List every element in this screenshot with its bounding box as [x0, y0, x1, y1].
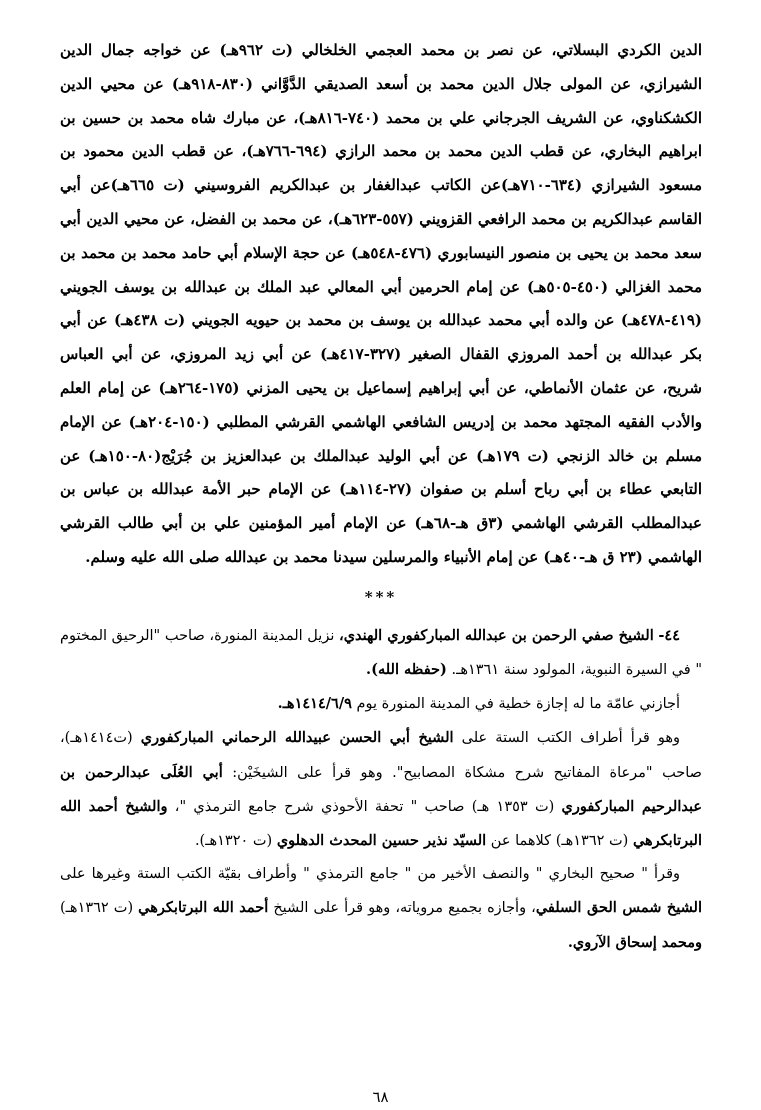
teacher-ahmadullah-2: أحمد الله البرتابكرهي: [138, 899, 269, 917]
sheikh-blessing: (حفظه الله).: [366, 660, 447, 678]
teachers-text-e: (ت ١٣٢٠هـ).: [194, 832, 277, 849]
ijaza-text: أجازني عامّة ما له إجازة خطية في المدينة المنورة يوم: [351, 696, 680, 713]
ijaza-date: ١٤١٤/٦/٩هـ.: [277, 695, 352, 713]
readings-text-c: (ت ١٣٦٢هـ): [60, 900, 139, 917]
teachers-text-c: (ت ١٣٥٣ هـ) صاحب " تحفة الأحوذي شرح جامع الترمذي "،: [167, 798, 562, 815]
readings-text-b: ، وأجازه بجميع مروياته، وهو قرأ على الشيخ: [268, 900, 536, 917]
section-separator: ***: [364, 587, 398, 606]
page-number: ٦٨: [372, 1088, 389, 1106]
sheikh-name: الشيخ صفي الرحمن بن عبدالله المباركفوري الهندي،: [339, 626, 654, 644]
teacher-abdurrahman: أبي العُلَى عبدالرحمن بن عبدالرحيم المباركفوري: [60, 763, 703, 815]
page-body: [60, 34, 702, 960]
isnad-chain-paragraph: الدين الكردي البسلاتي، عن نصر بن محمد العجمي الخلخالي (ت ٩٦٢هـ) عن خواجه جمال الدين الشيرازي، عن المولى جلال الدين محمد بن أسعد الصديقي الدَّوَّاني (٨٣٠-٩١٨هـ) عن محيي الدين الكشكناوي، عن الشريف الجرجاني علي بن محمد (٧٤٠-٨١٦هـ)، عن مبارك شاه محمد بن حسين بن ابراهيم البخاري، عن قطب الدين محمد بن محمد الرازي (٦٩٤-٧٦٦هـ)، عن قطب الدين محمود بن مسعود الشيرازي (٦٣٤-٧١٠هـ)عن الكاتب عبدالغفار بن عبدالكريم الفروسيني (ت ٦٦٥هـ)عن أبي القاسم عبدالكريم بن محمد الرافعي القزويني (٥٥٧-٦٢٣هـ)، عن محمد بن الفضل، عن محيي الدين أبي سعد محمد بن يحيى بن منصور النيسابوري (٤٧٦-٥٤٨هـ) عن حجة الإسلام أبي حامد محمد بن محمد بن محمد الغزالي (٤٥٠-٥٠٥هـ) عن إمام الحرمين أبي المعالي عبد الملك بن عبدالله بن يوسف الجويني (٤١٩-٤٧٨هـ) عن والده أبي محمد عبدالله بن يوسف بن محمد بن حيويه الجويني (ت ٤٣٨هـ) عن أبي بكر عبدالله بن أحمد المروزي القفال الصغير (٣٢٧-٤١٧هـ) عن أبي زيد المروزي، عن أبي العباس شريح، عن عثمان الأنماطي، عن أبي إبراهيم إسماعيل بن يحيى المزني (١٧٥-٢٦٤هـ) عن إمام العلم والأدب الفقيه المجتهد محمد بن إدريس الشافعي الهاشمي القرشي المطلبي (١٥٠-٢٠٤هـ) عن الإمام مسلم بن خالد الزنجي (ت ١٧٩هـ) عن أبي الوليد عبدالملك بن عبدالعزيز بن جُرَيْج(٨٠-١٥٠هـ) عن التابعي عطاء بن أبي رباح أسلم بن صفوان (٢٧-١١٤هـ) عن الإمام حبر الأمة عبدالله بن عباس بن عبدالمطلب القرشي الهاشمي (٣ق هـ-٦٨هـ) عن الإمام أمير المؤمنين علي بن أبي طالب القرشي الهاشمي (٢٣ ق هـ-٤٠هـ) عن إمام الأنبياء والمرسلين سيدنا محمد بن عبدالله صلى الله عليه وسلم.: [60, 41, 702, 566]
sheikh-description: نزيل المدينة المنورة، صاحب "الرحيق المختوم " في السيرة النبوية، المولود سنة ١٣٦١هـ.: [60, 627, 702, 678]
ijaza-statement: [60, 687, 702, 721]
teachers-paragraph: [60, 721, 702, 858]
teachers-text-d: (ت ١٣٦٢هـ) كلاهما عن: [486, 832, 633, 849]
teachers-text-a: وهو قرأ أطراف الكتب الستة على: [453, 730, 680, 747]
entry-44-header: [60, 619, 702, 687]
entry-number: ٤٤-: [658, 626, 680, 644]
teacher-ishaq-arwi: ومحمد إسحاق الآروي.: [567, 933, 702, 951]
teacher-ubaidullah: الشيخ أبي الحسن عبيدالله الرحماني المباركفوري: [140, 729, 454, 747]
teachers-text-b: (ت١٤١٤هـ)، صاحب "مرعاة المفاتيح شرح مشكاة المصابيح". وهو قرأ على الشيخَيْن:: [60, 730, 702, 781]
teacher-shams-ul-haq: الشيخ شمس الحق السلفي: [535, 899, 702, 917]
teacher-ahmadullah: والشيخ أحمد الله البرتابكرهي: [60, 797, 702, 849]
readings-paragraph: [60, 858, 702, 960]
readings-text-a: وقرأ " صحيح البخاري " والنصف الأخير من " جامع الترمذي " وأطراف بقيّة الكتب الستة وغيرها على: [60, 866, 680, 883]
teacher-nadhir-husain: السيّد نذير حسين المحدث الدهلوي: [276, 831, 487, 849]
